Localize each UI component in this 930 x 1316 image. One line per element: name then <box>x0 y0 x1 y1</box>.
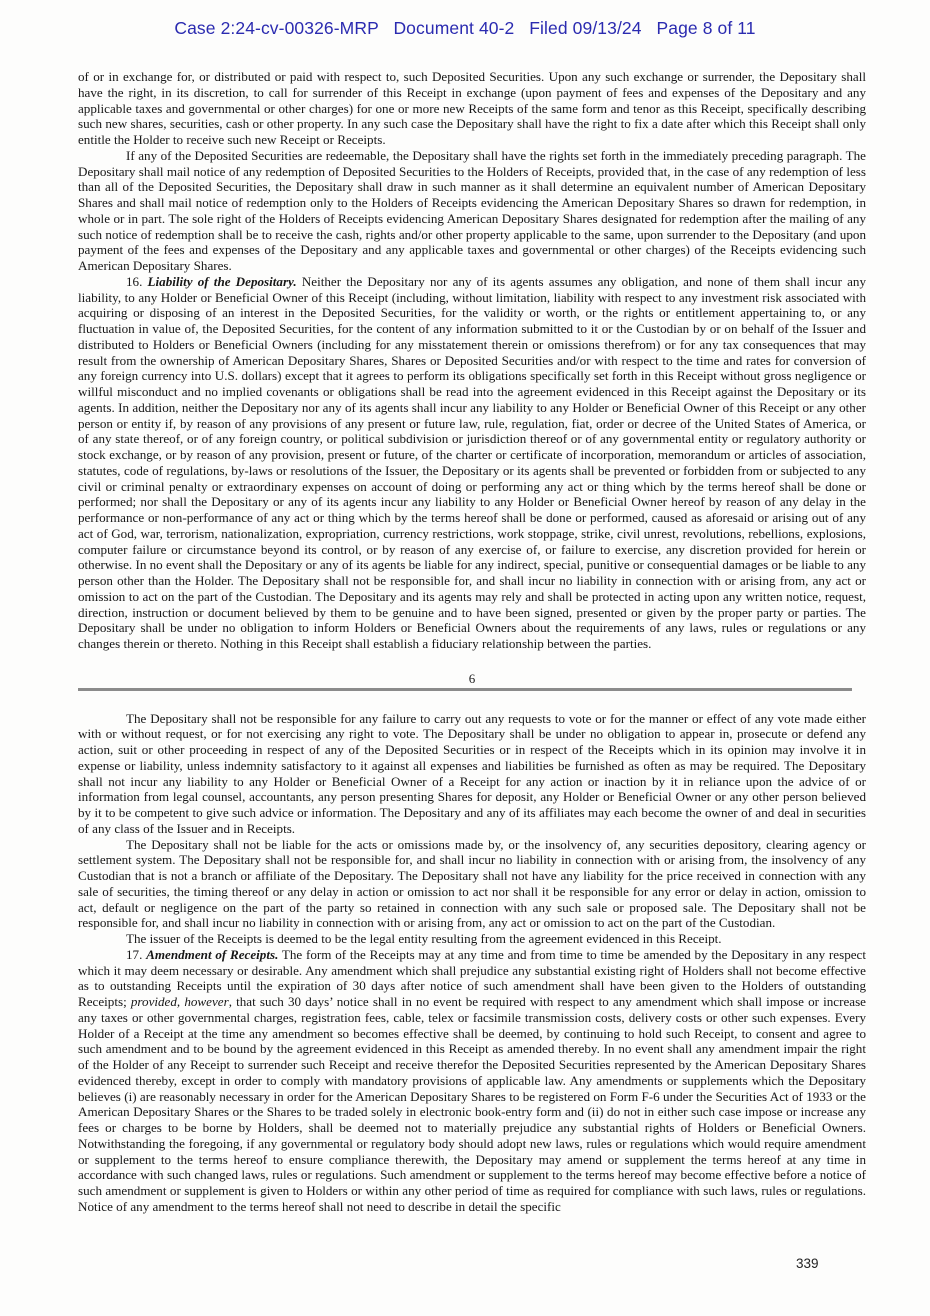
text-run: Amendment of Receipts. <box>146 946 279 962</box>
case-header: Case 2:24-cv-00326-MRP Document 40-2 Filed 09/13/24 Page 8 of 11 <box>174 18 756 38</box>
paragraph <box>78 148 866 274</box>
text-run: 17. <box>126 946 147 962</box>
text-run: 16. <box>126 273 148 289</box>
text-run: Neither the Depositary nor any of its agents assumes any obligation, and none of them shall incur any liability, to any Holder or Beneficial Owner of this Receipt (including, without limitation, liability with respect to any investment risk associated with acquiring or disposing of an interest in the Deposited Securities, for the validity or worth, or the rights or entitlement appertaining to, or any fluctuation in value of, the Deposited Securities, for the content of any information submitted to it or the Custodian by or on behalf of the Issuer and distributed to Holders or Beneficial Owners (including for any misstatement therein or omissions therefrom) or for any tax consequences that may result from the ownership of American Depositary Shares, Shares or Deposited Securities and/or with respect to the time and rates for conversion of any foreign currency into U.S. dollars) except that it agrees to perform its obligations specifically set forth in this Receipt without gross negligence or willful misconduct and no implied covenants or obligations shall be read into the agreement evidenced in this Receipt against the Depositary or its agents. In addition, neither the Depositary nor any of its agents shall incur any liability to any Holder or Beneficial Owner of this Receipt or any other person or entity if, by reason of any provisions of any present or future law, rule, regulation, fiat, order or decree of the United States of America, or of any state thereof, or of any foreign country, or political subdivision or jurisdiction thereof or of any governmental entity or regulatory authority or stock exchange, or by reason of any provision, present or future, of the charter or certificate of incorporation, memorandum or articles of association, statutes, code of regulations, by-laws or resolutions of the Issuer, the Depositary or its agents shall be prevented or forbidden from or subjected to any civil or criminal penalty or extraordinary expenses on account of doing or performing any act or thing which by the terms hereof shall be done or performed; nor shall the Depositary or any of its agents incur any liability to any Holder or Beneficial Owner hereof by reason of any delay in the performance or non-performance of any act or thing which by the terms hereof shall be done or performed, caused as aforesaid or arising out of any act of God, war, terrorism, nationalization, expropriation, currency restrictions, work stoppage, strike, civil unrest, revolutions, rebellions, explosions, computer failure or circumstance beyond its control, or by reason of any exercise of, or failure to exercise, any discretion provided for herein or otherwise. In no event shall the Depositary or any of its agents be liable for any indirect, special, punitive or consequential damages or be liable to any person other than the Holder. The Depositary shall not be responsible for, and shall incur no liability in connection with or arising from, any act or omission to act on the part of the Custodian. The Depositary and its agents may rely and shall be protected in acting upon any written notice, request, direction, instruction or document believed by them to be genuine and to have been signed, presented or given by the proper party or parties. The Depositary shall be under no obligation to inform Holders or Beneficial Owners about the requirements of any laws, rules or regulations or any changes therein or thereto. Nothing in this Receipt shall establish a fiduciary relationship between the parties. <box>78 273 867 651</box>
page-divider-line <box>78 688 852 691</box>
text-run: , that such 30 days’ notice shall in no event be required with respect to any amendment which shall impose or increase any taxes or other governmental charges, registration fees, cable, telex or facsimile transmission costs, delivery costs or other such expenses. Every Holder of a Receipt at the time any amendment so becomes effective shall be deemed, by continuing to hold such Receipt, to consent and agree to such amendment and to be bound by the agreement evidenced in this Receipt as amended thereby. In no event shall any amendment impair the right of the Holder of any Receipt to surrender such Receipt and receive therefor the Deposited Securities represented by the American Depositary Shares evidenced thereby, except in order to comply with mandatory provisions of applicable law. Any amendments or supplements which the Depositary believes (i) are reasonably necessary in order for the American Depositary Shares to be registered on Form F-6 under the Securities Act of 1933 or the American Depositary Shares or the Shares to be traded solely in electronic book-entry form and (ii) do not in either such case impose or increase any fees or charges to be borne by Holders, shall be deemed not to materially prejudice any substantial rights of Holders or Beneficial Owners. Notwithstanding the foregoing, if any governmental or regulatory body should adopt new laws, rules or regulations which would require amendment or supplement to the terms hereof to ensure compliance therewith, the Depositary may amend or supplement the terms hereof at any time in accordance with such changed laws, rules or regulations. Such amendment or supplement to the terms hereof may become effective before a notice of such amendment or supplement is given to Holders or within any other period of time as required for compliance with such laws, rules or regulations. Notice of any amendment to the terms hereof shall not need to describe in detail the specific <box>78 994 866 1214</box>
text-run: Liability of the Depositary. <box>147 273 297 289</box>
paragraph <box>78 711 866 837</box>
text-run: of or in exchange for, or distributed or paid with respect to, such Deposited Securities. Upon any such exchange or surrender, the Depositary shall have the right, in its discretion, to call for surrender of this Receipt in exchange (upon payment of fees and expenses of the Depositary and any applicable taxes and governmental or other charges) for one or more new Receipts of the same form and tenor as this Receipt, specifically describing such new shares, securities, cash or other property. In any such case the Depositary shall have the right to fix a date after which this Receipt shall only entitle the Holder to receive such new Receipt or Receipts. <box>78 69 866 147</box>
paragraph <box>78 931 866 947</box>
document-body <box>78 69 866 1215</box>
text-run: The Depositary shall not be responsible for any failure to carry out any requests to vote or for the manner or effect of any vote made either with or without request, or for not exercising any right to vote. The Depositary shall be under no obligation to appear in, prosecute or defend any action, suit or other proceeding in respect of any of the Deposited Securities or in respect of the Receipts which in its opinion may involve it in expense or liability, unless indemnity satisfactory to it against all expenses and liabilities be furnished as often as may be required. The Depositary shall not incur any liability to any Holder or Beneficial Owner of a Receipt for any action or inaction by it in reliance upon the advice of or information from legal counsel, accountants, any person presenting Shares for deposit, any Holder or Beneficial Owner or any other person believed by it to be competent to give such advice or information. The Depositary and any of its affiliates may each become the owner of and deal in securities of any class of the Issuer and in Receipts. <box>78 710 866 836</box>
bates-number: 339 <box>796 1256 819 1271</box>
paragraph <box>78 274 866 652</box>
paragraph <box>78 837 866 932</box>
paragraph <box>78 947 866 1215</box>
page7-text-block <box>78 711 866 1215</box>
paragraph <box>78 69 866 148</box>
text-run: provided, however <box>130 994 229 1009</box>
text-run: The issuer of the Receipts is deemed to be the legal entity resulting from the agreement evidenced in this Receipt. <box>126 931 722 946</box>
text-run: The form of the Receipts may at any time and from time to time be amended by the Depositary in any respect which it may deem necessary or desirable. Any amendment which shall prejudice any substantial existing right of Holders shall not become effective as to outstanding Receipts until the expiration of 30 days after notice of such amendment shall have been given to the Holders of outstanding Receipts; <box>78 946 866 1009</box>
page-number-footer: 6 <box>468 670 476 686</box>
text-run: If any of the Deposited Securities are redeemable, the Depositary shall have the rights set forth in the immediately preceding paragraph. The Depositary shall mail notice of any redemption of Deposited Securities to the Holders of Receipts, provided that, in the case of any redemption of less than all of the Deposited Securities, the Depositary shall draw in such manner as it shall determine an equivalent number of American Depositary Shares and shall mail notice of redemption only to the Holders of Receipts evidencing the American Depositary Shares so drawn for redemption, in whole or in part. The sole right of the Holders of Receipts evidencing American Depositary Shares designated for redemption after the mailing of any such notice of redemption shall be to receive the cash, rights and/or other property applicable to the same, upon surrender to the Depositary (and upon payment of the fees and expenses of the Depositary and any applicable taxes and governmental or other charges) of the Receipts evidencing such American Depositary Shares. <box>78 147 866 273</box>
page6-text-block <box>78 69 866 652</box>
page-break-block <box>78 671 866 691</box>
text-run: The Depositary shall not be liable for the acts or omissions made by, or the insolvency of, any securities depository, clearing agency or settlement system. The Depositary shall not be responsible for, and shall incur no liability in connection with or arising from, the insolvency of any Custodian that is not a branch or affiliate of the Depositary. The Depositary shall not have any liability for the price received in connection with any sale of securities, the timing thereof or any delay in action or omission to act nor shall it be responsible for any error or delay in action, omission to act, default or negligence on the part of the party so retained in connection with any such sale or proposed sale. The Depositary shall not be responsible for, and shall incur no liability in connection with or arising from, any act or omission to act on the part of the Custodian. <box>78 836 866 931</box>
